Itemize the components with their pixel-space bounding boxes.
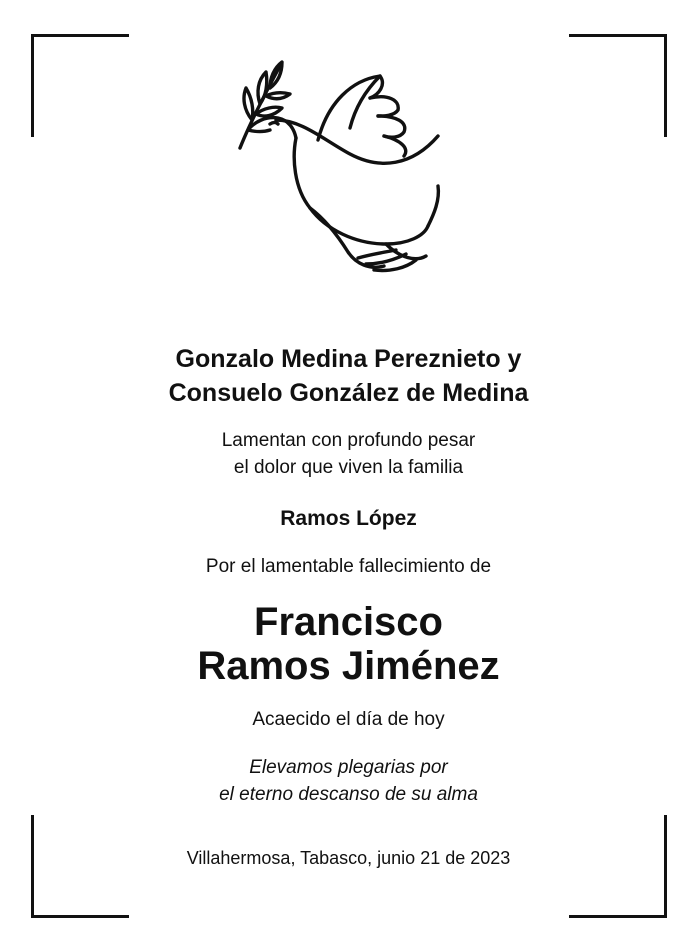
prayer-line-1: Elevamos plegarias por bbox=[249, 757, 448, 778]
prayer-line-2: el eterno descanso de su alma bbox=[219, 784, 478, 805]
prayer-text bbox=[0, 754, 697, 808]
occurred-text: Acaecido el día de hoy bbox=[252, 709, 445, 730]
condolence-message bbox=[0, 427, 697, 481]
senders-names bbox=[0, 342, 697, 410]
deceased-surnames: Ramos Jiménez bbox=[197, 644, 500, 688]
deceased-name bbox=[0, 600, 697, 688]
sender-line-1: Gonzalo Medina Pereznieto y bbox=[175, 345, 522, 373]
frame-corner-top-left bbox=[31, 34, 129, 137]
deceased-first-name: Francisco bbox=[254, 600, 443, 644]
frame-corner-top-right bbox=[569, 34, 667, 137]
dove-with-olive-branch-icon bbox=[230, 58, 470, 288]
family-name: Ramos López bbox=[280, 507, 417, 530]
sender-line-2: Consuelo González de Medina bbox=[168, 379, 529, 407]
condolence-line-2: el dolor que viven la familia bbox=[233, 457, 464, 478]
condolence-line-1: Lamentan con profundo pesar bbox=[221, 430, 476, 451]
place-and-date: Villahermosa, Tabasco, junio 21 de 2023 bbox=[186, 848, 511, 868]
reason-text: Por el lamentable fallecimiento de bbox=[205, 556, 492, 577]
